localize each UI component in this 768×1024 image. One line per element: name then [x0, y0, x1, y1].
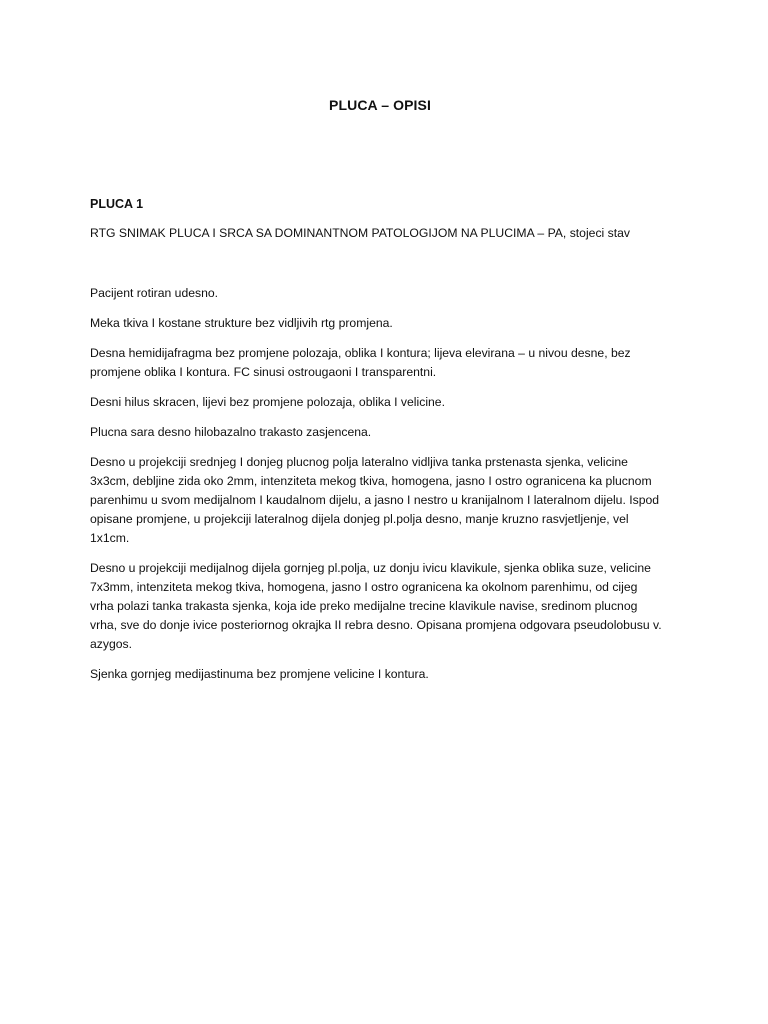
- paragraph: Desno u projekciji medijalnog dijela gornjeg pl.polja, uz donju ivicu klavikule, sjenka oblika suze, velicine 7x3mm, intenziteta mekog tkiva, homogena, jasno I ostro ogranicena ka okolnom parenhimu, od cijeg vrha polazi tanka trakasta sjenka, koja ide preko medijalne trecine klavikule navise, sredinom plucnog vrha, sve do donje ivice posteriornog okrajka II rebra desno. Opisana promjena odgovara pseudolobusu v. azygos.: [90, 561, 662, 651]
- section-subtitle: RTG SNIMAK PLUCA I SRCA SA DOMINANTNOM PATOLOGIJOM NA PLUCIMA – PA, stojeci stav: [90, 226, 630, 240]
- paragraph: Plucna sara desno hilobazalno trakasto zasjencena.: [90, 425, 372, 439]
- report-body: [90, 284, 662, 695]
- paragraph: Desna hemidijafragma bez promjene polozaja, oblika I kontura; lijeva elevirana – u nivou desne, bez promjene oblika I kontura. FC sinusi ostrougaoni I transparentni.: [90, 346, 631, 379]
- page-title: PLUCA – OPISI: [329, 97, 431, 113]
- paragraph: Desno u projekciji srednjeg I donjeg plucnog polja lateralno vidljiva tanka prstenasta sjenka, velicine 3x3cm, debljine zida oko 2mm, intenziteta mekog tkiva, homogena, jasno I ostro ogranicena ka plucnom parenhimu u svom medijalnom I kaudalnom dijelu, a jasno I nestro u kranijalnom I lateralnom dijelu. Ispod opisane promjene, u projekciji lateralnog dijela donjeg pl.polja desno, manje kruzno rasvjetljenje, vel 1x1cm.: [90, 455, 660, 545]
- paragraph: Pacijent rotiran udesno.: [90, 286, 219, 300]
- paragraph: Meka tkiva I kostane strukture bez vidljivih rtg promjena.: [90, 316, 393, 330]
- paragraph: Desni hilus skracen, lijevi bez promjene polozaja, oblika I velicine.: [90, 395, 445, 409]
- paragraph: Sjenka gornjeg medijastinuma bez promjene velicine I kontura.: [90, 667, 429, 681]
- section-heading: PLUCA 1: [90, 197, 144, 211]
